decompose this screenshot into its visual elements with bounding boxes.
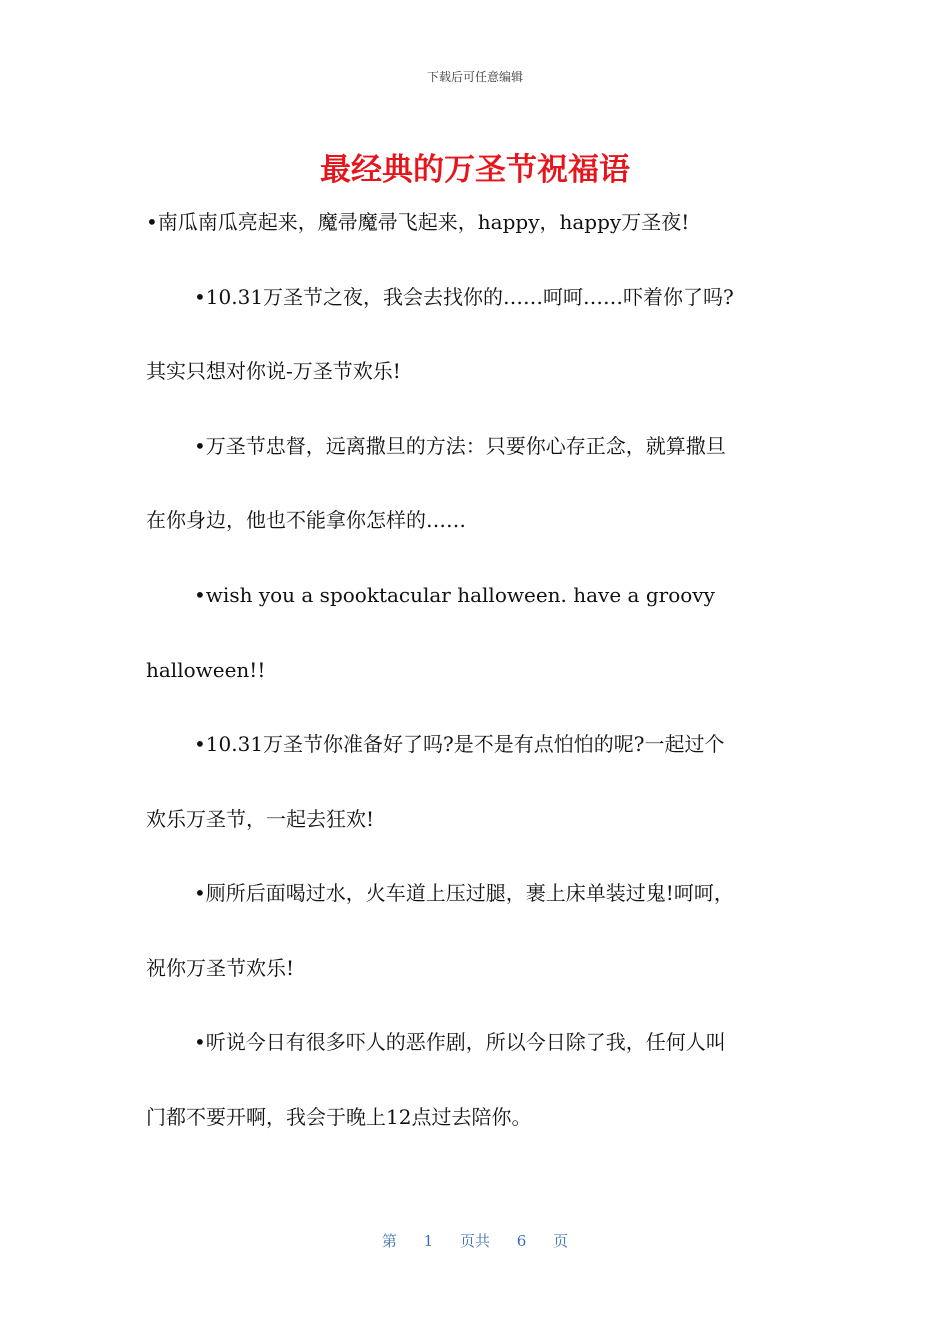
paragraph-line: 门都不要开啊，我会于晚上12点过去陪你。 [146, 1105, 532, 1129]
paragraph-line: 欢乐万圣节，一起去狂欢! [146, 807, 375, 831]
footer-page-total: 6 [516, 1232, 527, 1250]
paragraph-line: •南瓜南瓜亮起来，魔帚魔帚飞起来，happy，happy万圣夜! [146, 210, 690, 234]
page-footer [0, 1230, 950, 1251]
paragraph-line: 在你身边，他也不能拿你怎样的…… [146, 508, 466, 532]
header-note: 下载后可任意编辑 [426, 70, 523, 84]
paragraph-line: •听说今日有很多吓人的恶作剧，所以今日除了我，任何人叫 [194, 1030, 726, 1054]
footer-page-prefix: 第 [381, 1232, 397, 1250]
footer-page-suffix: 页 [553, 1232, 569, 1250]
paragraph-line: •wish you a spooktacular halloween. have a groovy [194, 583, 715, 607]
paragraph-line: •10.31万圣节之夜，我会去找你的……呵呵……吓着你了吗? [194, 285, 734, 309]
paragraph-line: •厕所后面喝过水，火车道上压过腿，裹上床单装过鬼!呵呵， [194, 881, 734, 905]
paragraph-line: •万圣节忠督，远离撒旦的方法：只要你心存正念，就算撒旦 [194, 434, 726, 458]
paragraph-line: 祝你万圣节欢乐! [146, 956, 295, 980]
footer-page-number: 1 [423, 1232, 434, 1250]
paragraph-line: •10.31万圣节你准备好了吗?是不是有点怕怕的呢?一起过个 [194, 732, 725, 756]
document-title: 最经典的万圣节祝福语 [320, 152, 630, 188]
footer-page-middle: 页共 [459, 1232, 490, 1250]
paragraph-line: halloween!! [146, 658, 266, 682]
paragraph-line: 其实只想对你说-万圣节欢乐! [146, 359, 401, 383]
